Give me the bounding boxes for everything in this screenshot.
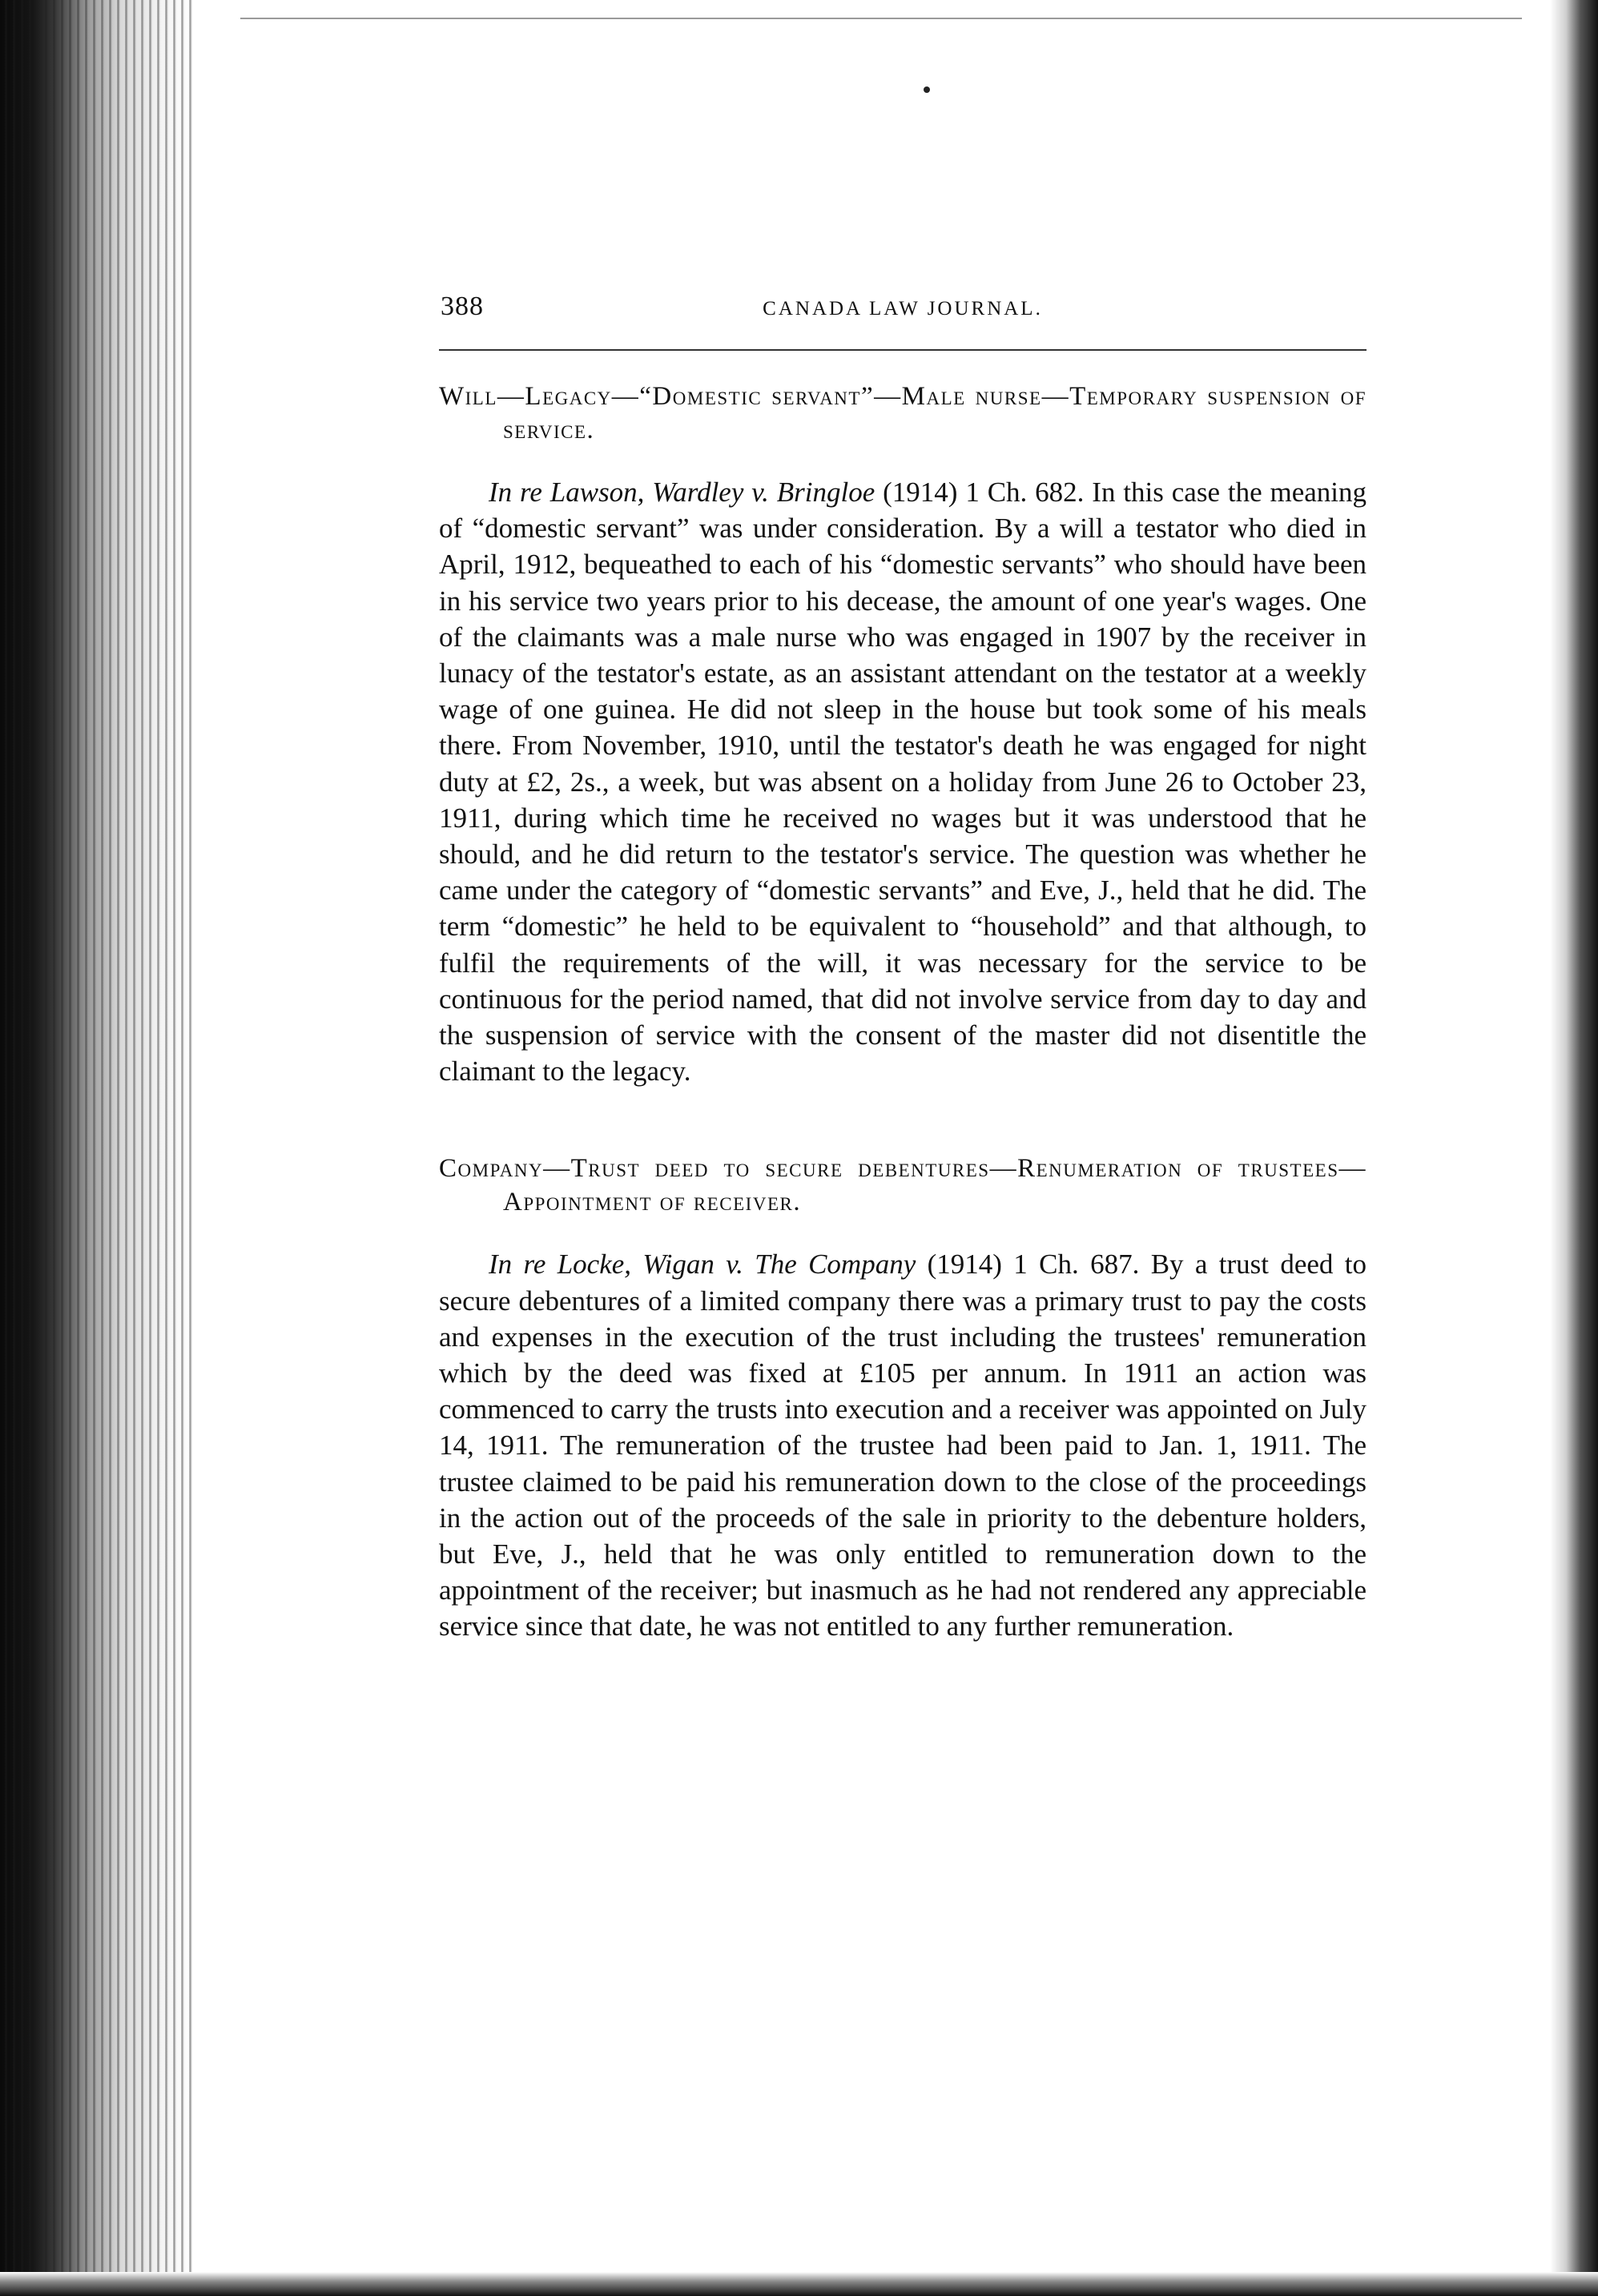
case-note-lawson [439, 380, 1367, 1089]
case-body [439, 474, 1367, 1089]
header-rule [439, 349, 1367, 351]
journal-page [439, 288, 1367, 1645]
case-body [439, 1246, 1367, 1644]
journal-title: CANADA LAW JOURNAL. [763, 298, 1043, 320]
case-text: By a trust deed to secure debentures of a limited company there was a primary trust to pay the costs and expenses in the execution of the trust including the trustees' remuneration which by the deed was fixed at £105 per annum. In 1911 an action was commenced to carry the trusts into execution and a receiver was appointed on July 14, 1911. The remuneration of the trustee had been paid to Jan. 1, 1911. The trustee claimed to be paid his remuneration down to the close of the proceedings in the action out of the proceeds of the sale in priority to the debenture holders, but Eve, J., held that he was only entitled to remuneration down to the appointment of the receiver; but inasmuch as he had not rendered any appreciable service since that date, he was not entitled to any further remuneration. [439, 1249, 1367, 1643]
running-head [439, 288, 1367, 336]
scan-top-edge [240, 18, 1522, 19]
case-name: In re Lawson, Wardley v. Bringloe [489, 476, 875, 508]
section-gap [439, 1089, 1367, 1152]
case-headnote: Will—Legacy—“Domestic servant”—Male nurse—Temporary suspension of service. [439, 382, 1367, 444]
scan-binding-edge-left [0, 0, 192, 2296]
case-note-locke [439, 1152, 1367, 1644]
scan-bottom-edge [0, 2272, 1598, 2296]
case-text: In this case the meaning of “domestic servant” was under consideration. By a will a testator who died in April, 1912, bequeathed to each of his “domestic servants” who should have been in his service two years prior to his decease, the amount of one year's wages. One of the claimants was a male nurse who was engaged in 1907 by the receiver in lunacy of the testator's estate, as an assistant attendant on the testator at a weekly wage of one guinea. He did not sleep in the house but took some of his meals there. From November, 1910, until the testator's death he was engaged for night duty at £2, 2s., a week, but was absent on a holiday from June 26 to October 23, 1911, during which time he received no wages but it was understood that he should, and he did return to the testator's service. The question was whether he came under the category of “domestic servants” and Eve, J., held that he did. The term “domestic” he held to be equivalent to “household” and that although, to fulfil the requirements of the will, it was necessary for the service to be continuous for the period named, that did not involve service from day to day and the suspension of service with the consent of the master did not disentitle the claimant to the legacy. [439, 476, 1367, 1088]
case-citation: (1914) 1 Ch. 687. [916, 1249, 1151, 1281]
case-headnote: Company—Trust deed to secure debentures—Renumeration of trustees—Appointment of receiver. [439, 1154, 1367, 1217]
scan-speck [924, 86, 930, 93]
case-citation: (1914) 1 Ch. 682. [875, 476, 1093, 508]
case-name: In re Locke, Wigan v. The Company [489, 1249, 916, 1281]
page-number: 388 [441, 292, 484, 321]
scan-binding-edge-right [1550, 0, 1598, 2296]
